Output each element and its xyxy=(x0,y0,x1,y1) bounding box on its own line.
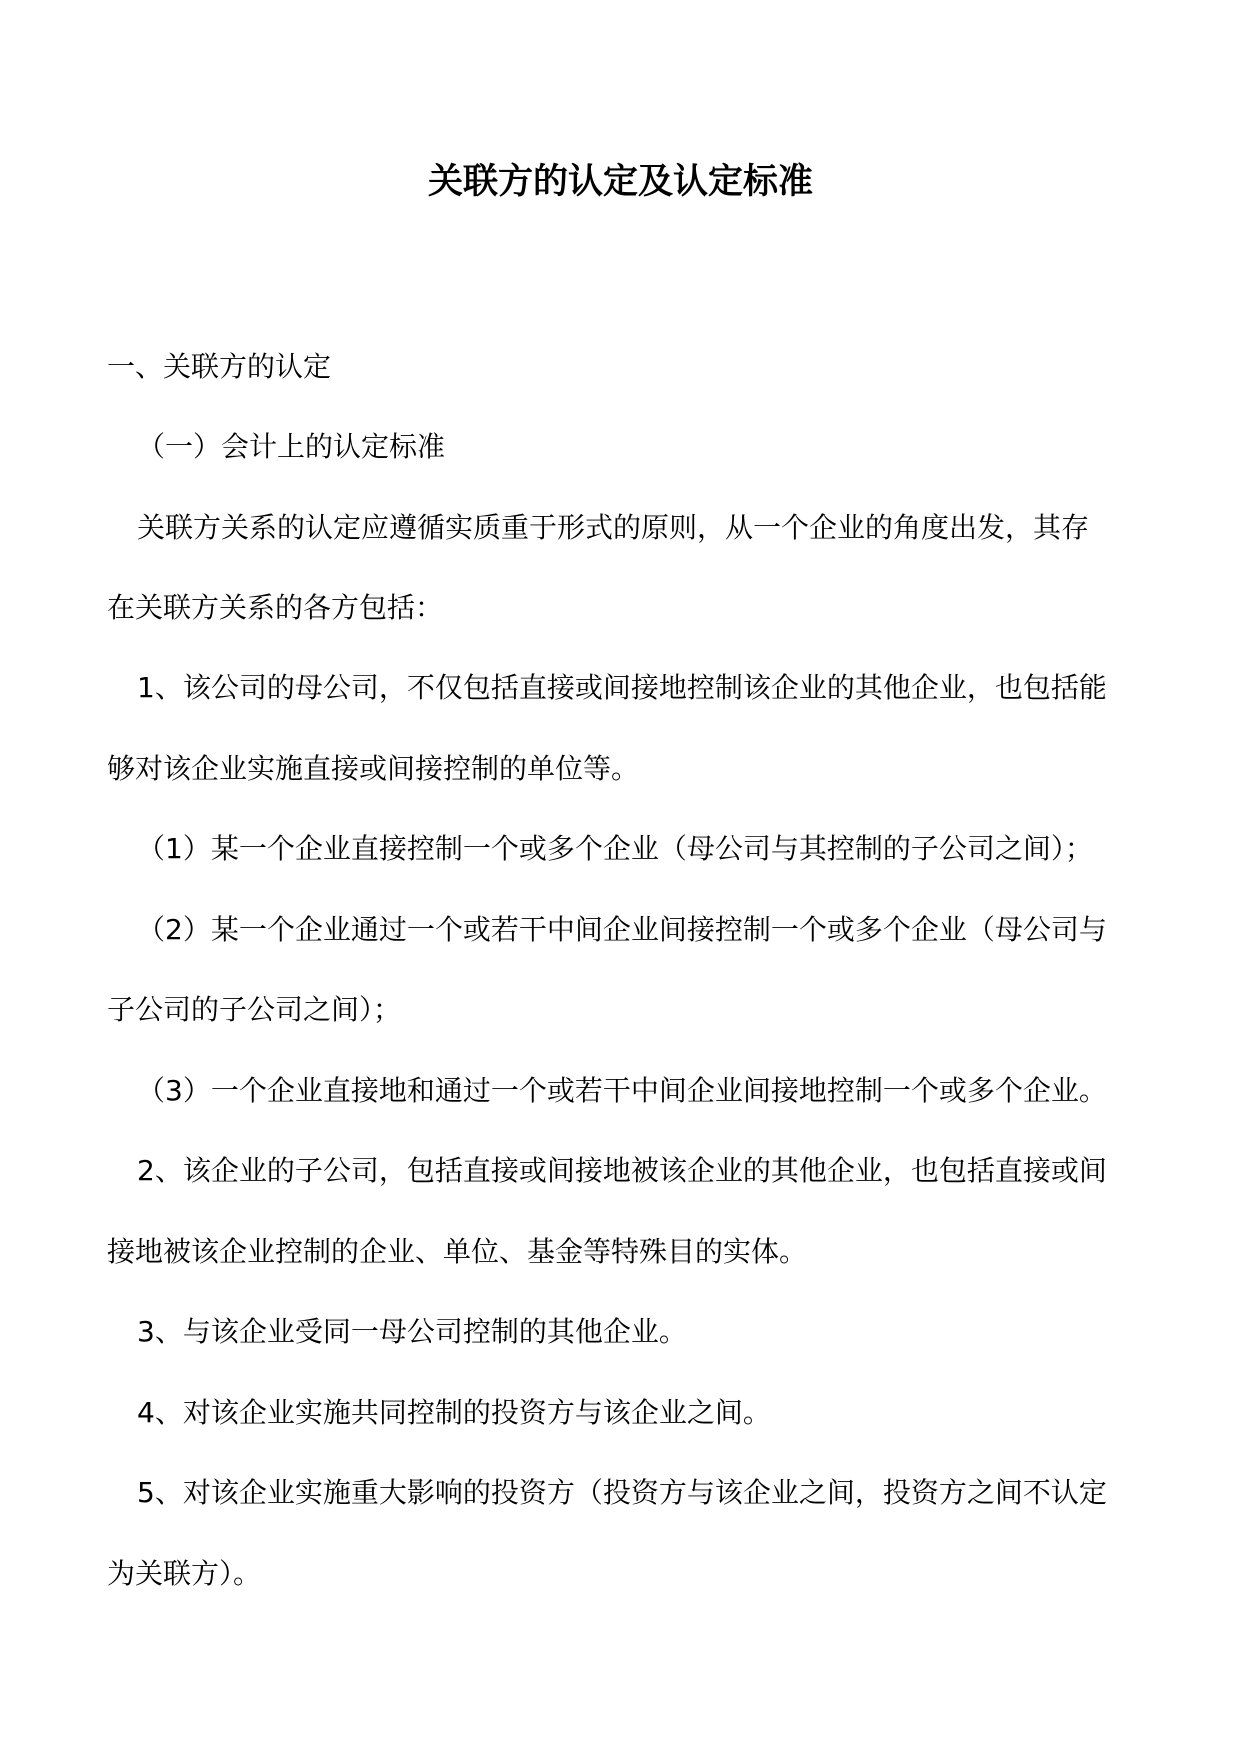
list-item-line: 5、对该企业实施重大影响的投资方（投资方与该企业之间，投资方之间不认定 xyxy=(137,1476,1107,1509)
section-heading: 一、关联方的认定 xyxy=(107,350,332,383)
list-item-line: 为关联方）。 xyxy=(107,1557,262,1590)
paragraph-line: 在关联方关系的各方包括： xyxy=(107,591,444,624)
subsection-heading: （一）会计上的认定标准 xyxy=(137,430,446,463)
document-title: 关联方的认定及认定标准 xyxy=(427,162,813,202)
list-item-line: 够对该企业实施直接或间接控制的单位等。 xyxy=(107,752,640,785)
sub-item-line: 子公司的子公司之间）； xyxy=(107,993,402,1026)
sub-item-line: （2）某一个企业通过一个或若干中间企业间接控制一个或多个企业（母公司与 xyxy=(137,913,1107,946)
sub-item-line: （1）某一个企业直接控制一个或多个企业（母公司与其控制的子公司之间）； xyxy=(137,832,1093,865)
list-item-line: 3、与该企业受同一母公司控制的其他企业。 xyxy=(137,1315,687,1348)
paragraph-line: 关联方关系的认定应遵循实质重于形式的原则，从一个企业的角度出发，其存 xyxy=(137,511,1090,544)
list-item-line: 2、该企业的子公司，包括直接或间接地被该企业的其他企业，也包括直接或间 xyxy=(137,1154,1107,1187)
sub-item-line: （3）一个企业直接地和通过一个或若干中间企业间接地控制一个或多个企业。 xyxy=(137,1074,1107,1107)
list-item-line: 1、该公司的母公司，不仅包括直接或间接地控制该企业的其他企业，也包括能 xyxy=(137,671,1107,704)
list-item-line: 4、对该企业实施共同控制的投资方与该企业之间。 xyxy=(137,1396,771,1429)
list-item-line: 接地被该企业控制的企业、单位、基金等特殊目的实体。 xyxy=(107,1235,808,1268)
